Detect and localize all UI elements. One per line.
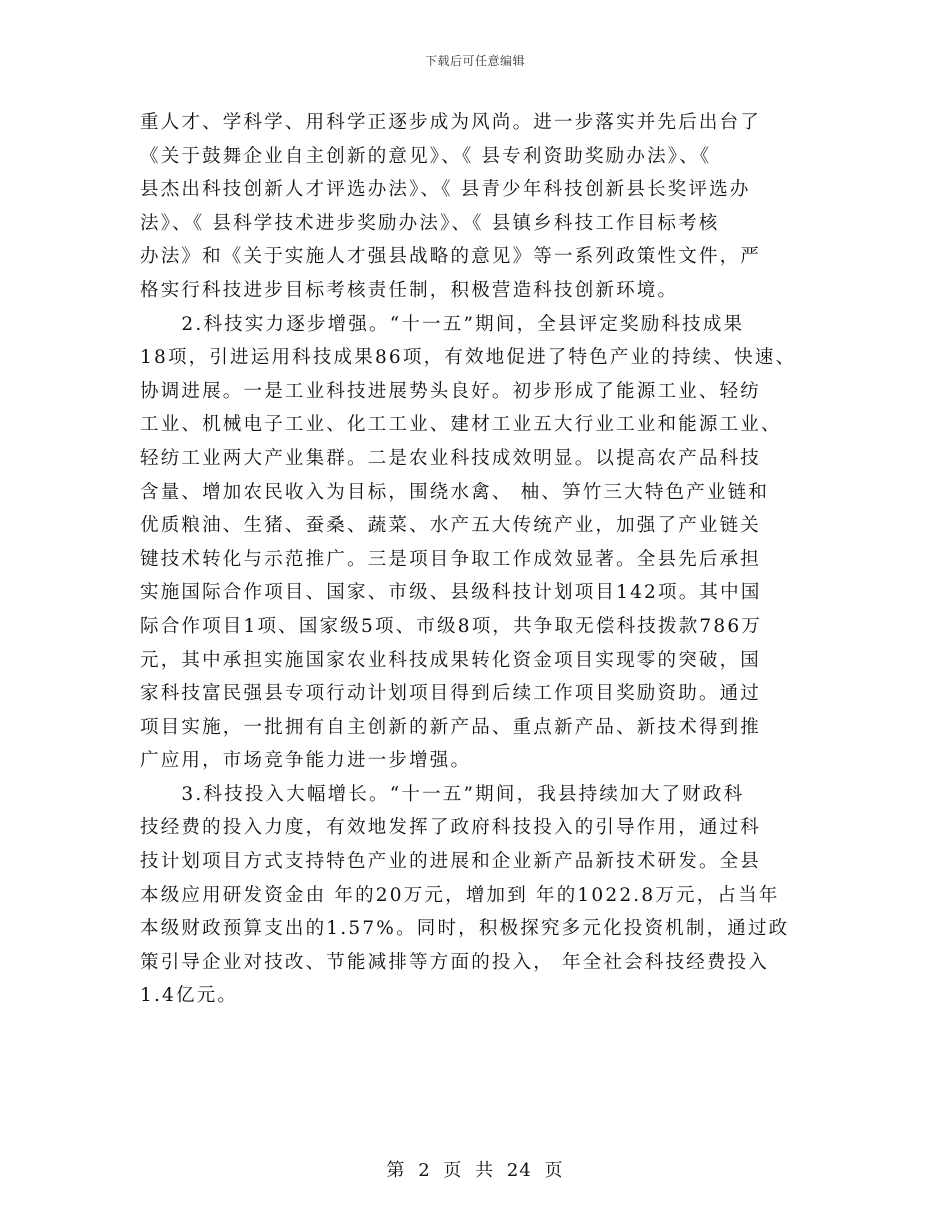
text-line: 键技术转化与示范推广。三是项目争取工作成效显著。全县先后承担 bbox=[140, 548, 762, 570]
total-pages: 24 bbox=[506, 1160, 532, 1181]
text-line: 1.4亿元。 bbox=[140, 985, 239, 1007]
footer-ye: 页 bbox=[544, 1160, 564, 1181]
text-line: 策引导企业对技改、节能减排等方面的投入， 年全社会科技经费投入 bbox=[140, 951, 770, 973]
document-body bbox=[140, 106, 830, 1013]
text-line: 重人才、学科学、用科学正逐步成为风尚。进一步落实并先后出台了 bbox=[140, 112, 762, 133]
text-line: 实施国际合作项目、国家、市级、县级科技计划项目142项。其中国 bbox=[140, 582, 762, 604]
text-line: 广应用，市场竞争能力进一步增强。 bbox=[140, 750, 472, 772]
text-line: 协调进展。一是工业科技进展势头良好。初步形成了能源工业、轻纺 bbox=[140, 380, 762, 402]
page-footer bbox=[0, 1156, 950, 1182]
text-line: 县杰出科技创新人才评选办法》、《 县青少年科技创新县长奖评选办 bbox=[140, 179, 751, 201]
footer-di: 第 bbox=[386, 1160, 406, 1181]
page-header: 下载后可任意编辑 bbox=[424, 54, 525, 68]
text-line: 《关于鼓舞企业自主创新的意见》、《 县专利资助奖励办法》、《 bbox=[140, 145, 712, 167]
text-line: 项目实施，一批拥有自主创新的新产品、重点新产品、新技术得到推 bbox=[140, 716, 762, 738]
text-line: 2.科技实力逐步增强。“十一五”期间，全县评定奖励科技成果 bbox=[140, 313, 745, 335]
text-line: 优质粮油、生猪、蚕桑、蔬菜、水产五大传统产业，加强了产业链关 bbox=[140, 515, 762, 537]
text-line: 工业、机械电子工业、化工工业、建材工业五大行业工业和能源工业、 bbox=[140, 414, 782, 436]
text-line: 本级财政预算支出的1.57%。同时，积极探究多元化投资机制，通过政 bbox=[140, 918, 790, 940]
footer-gong: 共 bbox=[475, 1160, 495, 1181]
text-line: 3.科技投入大幅增长。“十一五”期间，我县持续加大了财政科 bbox=[140, 783, 745, 805]
text-line: 含量、增加农民收入为目标，围绕水禽、 柚、笋竹三大特色产业链和 bbox=[140, 481, 770, 503]
page-number: 2 bbox=[418, 1160, 431, 1181]
text-line: 技经费的投入力度，有效地发挥了政府科技投入的引导作用，通过科 bbox=[140, 817, 762, 839]
text-line: 技计划项目方式支持特色产业的进展和企业新产品新技术研发。全县 bbox=[140, 851, 762, 873]
text-line: 办法》和《关于实施人才强县战略的意见》等一系列政策性文件，严 bbox=[140, 246, 762, 268]
text-line: 轻纺工业两大产业集群。二是农业科技成效明显。以提高农产品科技 bbox=[140, 447, 762, 469]
text-line: 法》、《 县科学技术进步奖励办法》、《 县镇乡科技工作目标考核 bbox=[140, 212, 720, 234]
text-line: 格实行科技进步目标考核责任制，积极营造科技创新环境。 bbox=[140, 279, 679, 301]
footer-ye: 页 bbox=[443, 1160, 463, 1181]
text-line: 本级应用研发资金由 年的20万元，增加到 年的1022.8万元，占当年 bbox=[140, 884, 780, 906]
text-line: 际合作项目1项、国家级5项、市级8项，共争取无偿科技拨款786万 bbox=[140, 615, 763, 637]
text-line: 家科技富民强县专项行动计划项目得到后续工作项目奖励资助。通过 bbox=[140, 683, 762, 705]
text-line: 18项，引进运用科技成果86项，有效地促进了特色产业的持续、快速、 bbox=[140, 347, 797, 369]
text-line: 元，其中承担实施国家农业科技成果转化资金项目实现零的突破，国 bbox=[140, 649, 762, 671]
